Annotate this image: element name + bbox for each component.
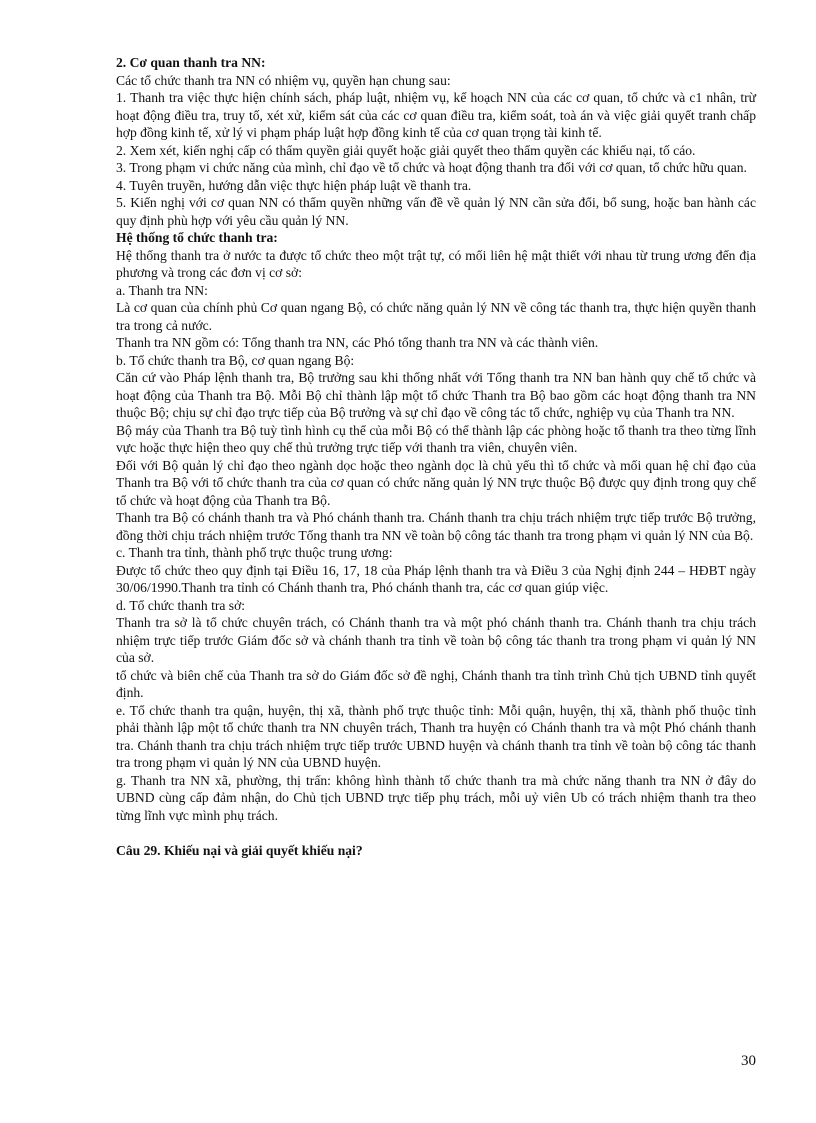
document-body: [116, 54, 756, 860]
paragraph: Là cơ quan của chính phủ Cơ quan ngang Bộ, có chức năng quản lý NN về công tác thanh tra, thực hiện quyền thanh tra trong cả nước.: [116, 300, 756, 333]
paragraph: 5. Kiến nghị với cơ quan NN có thẩm quyền những vấn đề về quản lý NN cần sửa đổi, bổ sung, hoặc ban hành các quy định phù hợp với yêu cầu quản lý NN.: [116, 195, 756, 228]
paragraph: Các tổ chức thanh tra NN có nhiệm vụ, quyền hạn chung sau:: [116, 72, 451, 88]
paragraph: Bộ máy của Thanh tra Bộ tuỳ tình hình cụ thể của mỗi Bộ có thể thành lập các phòng hoặc tổ thanh tra theo từng lĩnh vực hoặc thực hiện theo quy chế thủ trưởng trực tiếp với thanh tra viên, chuyên viên.: [116, 422, 756, 455]
paragraph: Thanh tra sở là tổ chức chuyên trách, có Chánh thanh tra và một phó chánh thanh tra. Chánh thanh tra chịu trách nhiệm trực tiếp trước Giám đốc sở và chánh thanh tra tỉnh về toàn bộ công tác thanh tra trong phạm vi quản lý NN của sở.: [116, 615, 756, 665]
paragraph: 3. Trong phạm vi chức năng của mình, chỉ đạo về tổ chức và hoạt động thanh tra đối với cơ quan, tổ chức hữu quan.: [116, 160, 747, 175]
paragraph: Căn cứ vào Pháp lệnh thanh tra, Bộ trưởng sau khi thống nhất với Tổng thanh tra NN ban hành quy chế tổ chức và hoạt động của Thanh tra Bộ. Mỗi Bộ chỉ thành lập một tổ chức Thanh tra Bộ bao gồm các hoạt động thanh tra NN thuộc Bộ; chịu sự chỉ đạo trực tiếp của Bộ trưởng và sự chỉ đạo về công tác tổ chức, nghiệp vụ của Thanh tra NN.: [116, 370, 756, 420]
spacer: [116, 824, 756, 842]
paragraph: tổ chức và biên chế của Thanh tra sở do Giám đốc sở đề nghị, Chánh thanh tra tỉnh trình Chủ tịch UBND tỉnh quyết định.: [116, 667, 756, 700]
paragraph: Hệ thống thanh tra ở nước ta được tổ chức theo một trật tự, có mối liên hệ mật thiết với nhau từ trung ương đến địa phương và trong các đơn vị cơ sở:: [116, 247, 756, 280]
paragraph: Đối với Bộ quản lý chỉ đạo theo ngành dọc hoặc theo ngành dọc là chủ yếu thì tổ chức và mối quan hệ chỉ đạo của Thanh tra Bộ với tổ chức thanh tra của cơ quan có chức năng quản lý NN trực thuộc Bộ được quy định trong quy chế tổ chức và hoạt động của Thanh tra Bộ.: [116, 457, 756, 508]
section-heading: 2. Cơ quan thanh tra NN:: [116, 55, 266, 70]
paragraph: Được tổ chức theo quy định tại Điều 16, 17, 18 của Pháp lệnh thanh tra và Điều 3 của Nghị định 244 – HĐBT ngày 30/06/1990.Thanh tra tỉnh có Chánh thanh tra, Phó chánh thanh tra, các cơ quan giúp việc.: [116, 562, 756, 595]
section-heading: Hệ thống tổ chức thanh tra:: [116, 230, 278, 245]
question-heading: Câu 29. Khiếu nại và giải quyết khiếu nại?: [116, 843, 363, 858]
paragraph: e. Tổ chức thanh tra quận, huyện, thị xã, thành phố trực thuộc tỉnh: Mỗi quận, huyện, thị xã, thành phố thuộc tỉnh phải thành lập một tổ chức thanh tra NN chuyên trách, Thanh tra huyện có Chánh thanh tra và một Phó chánh thanh tra. Chánh thanh tra chịu trách nhiệm trực tiếp trước UBND huyện và chánh thanh tra tỉnh về toàn bộ công tác thanh tra trong phạm vi quản lý NN của UBND huyện.: [116, 702, 756, 770]
paragraph: Thanh tra Bộ có chánh thanh tra và Phó chánh thanh tra. Chánh thanh tra chịu trách nhiệm trực tiếp trước Bộ trưởng, đồng thời chịu trách nhiệm trước Tổng thanh tra NN về toàn bộ công tác thanh tra trong phạm vi quản lý NN của Bộ.: [116, 510, 756, 543]
paragraph: 4. Tuyên truyền, hướng dẫn việc thực hiện pháp luật về thanh tra.: [116, 177, 472, 193]
page-number: 30: [741, 1053, 756, 1069]
paragraph: Thanh tra NN gồm có: Tổng thanh tra NN, các Phó tổng thanh tra NN và các thành viên.: [116, 335, 599, 350]
paragraph: 2. Xem xét, kiến nghị cấp có thẩm quyền giải quyết hoặc giải quyết theo thẩm quyền các khiếu nại, tố cáo.: [116, 142, 696, 158]
paragraph: g. Thanh tra NN xã, phường, thị trấn: không hình thành tổ chức thanh tra mà chức năng thanh tra NN ở đây do UBND cùng cấp đảm nhận, do Chủ tịch UBND trực tiếp phụ trách, mỗi uỷ viên Ub có trách nhiệm thanh tra theo từng lĩnh vực mình phụ trách.: [116, 772, 756, 823]
paragraph: c. Thanh tra tỉnh, thành phố trực thuộc trung ương:: [116, 545, 393, 560]
paragraph: d. Tổ chức thanh tra sở:: [116, 597, 246, 613]
paragraph: b. Tổ chức thanh tra Bộ, cơ quan ngang Bộ:: [116, 352, 355, 368]
paragraph: a. Thanh tra NN:: [116, 282, 208, 298]
paragraph: 1. Thanh tra việc thực hiện chính sách, pháp luật, nhiệm vụ, kế hoạch NN của các cơ quan, tổ chức và c1 nhân, trừ hoạt động điều tra, truy tố, xét xử, kiểm sát của các cơ quan điều tra, kiểm soát, toà án và việc giải quyết tranh chấp hợp đồng kinh tế, xử lý vi phạm pháp luật hợp đồng kinh tế của cơ quan trọng tài kinh tế.: [116, 90, 756, 140]
